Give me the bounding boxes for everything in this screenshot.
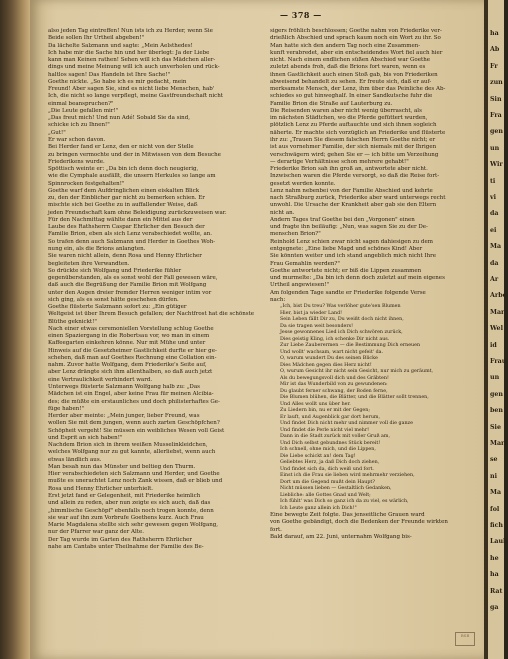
- text-line: Goethe flüsterte Salzmann sofort zu: „Ein gütiger: [48, 304, 187, 311]
- text-line: drießlich Abschied und sprach kaum noch ein Wort zu ihr. So: [270, 35, 441, 42]
- page-number: — 378 —: [280, 10, 322, 20]
- text-line: Am folgenden Tage sandte er Friederike folgende Verse: [270, 289, 426, 296]
- text-line: nung ein, als die Brions anlangten.: [48, 245, 146, 252]
- text-line: Lenz nahm nebenbei von der Familie Abschied und kehrte: [270, 187, 433, 194]
- text-line: Für den Nachmittag wählte dann ein Mittel aus der: [48, 216, 193, 223]
- text-line: Laube des Rathsherrn Caspar Ehrlicher den Besuch der: [48, 224, 205, 231]
- text-line: nahm. Zuvor hatte Wolfgang, dem Friederike's Seite auf,: [48, 362, 207, 369]
- text-line: kunft verabredet, aber ein entscheidendes Wort fiel auch hier: [270, 49, 443, 56]
- next-page-text-fragment: Fr: [490, 62, 498, 70]
- text-line: einmal beanspruchen?": [48, 100, 114, 107]
- text-line: schehen, daß man auf Goethes Rechnung eine Collation ein-: [48, 354, 217, 361]
- text-line: ihr zu: „Trauen Sie diesem falschen Herrn Goethe nicht; er: [270, 136, 436, 143]
- text-line: Spinnrocken festgehalten!": [48, 180, 125, 187]
- next-page-text-fragment: Fra: [490, 112, 502, 119]
- text-line: nicht an.: [270, 209, 295, 216]
- next-page-text-fragment: gen: [490, 128, 503, 136]
- text-line: sigers fröhlich beschlossen; Goethe nahm von Friederike ver-: [270, 28, 442, 34]
- poem-line: Und Dich selbst gebundnes Stück bereit!: [280, 440, 381, 446]
- next-page-text-fragment: da: [490, 259, 499, 267]
- poem-line: Dann in die Stadt zurück mit voller Gruß am,: [280, 434, 390, 440]
- text-line: Inzwischen waren die Pferde versorgt, so daß die Reise fort-: [270, 173, 440, 180]
- next-page-text-fragment: zun: [490, 79, 503, 87]
- text-line: Reinhold Lenz schien zwar nicht sagen dahiesigen zu dem: [270, 238, 433, 245]
- next-page-text-fragment: Ma: [490, 243, 502, 251]
- library-stamp: BSB: [455, 632, 475, 646]
- poem-line: Geliebtes Herz, ja daß Dich doch ziehen,: [280, 460, 380, 466]
- text-line: daß auch die Begrüßung der Familie Brion mit Wolfgang: [48, 282, 207, 289]
- text-line: zu bringen vermochte und der in Mitwissen von dem Besuche: [48, 151, 221, 158]
- text-line: Nachdem Brion sich in ihrem weißen Musselinkleidchen,: [48, 442, 208, 449]
- poem-line: Sein Leben fällt Dir zu, Du weißt doch nicht ihnen,: [280, 317, 404, 323]
- text-line: So drückte sich Wolfgang und Friederike fühler: [48, 267, 182, 274]
- text-line: etwas ländlich aus.: [48, 456, 102, 463]
- text-line: „Gut!": [48, 129, 66, 136]
- text-line: fort.: [270, 526, 282, 533]
- text-line: abweisend behandelt zu sehen. Er freute sich, daß er auf-: [270, 78, 432, 85]
- text-line: Freund! Aber sagen Sie, sind es nicht liebe Menschen, hab': [48, 86, 215, 93]
- next-page-text-fragment: se: [490, 456, 498, 464]
- text-line: Hinweis auf die Gesetzheimer Gastlichkeit durfte er hier ge-: [48, 347, 217, 354]
- text-line: welches Wolfgang nur zu gut kannte, allerliebst, wenn auch: [48, 449, 216, 456]
- poem-line: Ich schnell, ohne mich, und die Lippen,: [280, 447, 376, 453]
- poem-line: Und Alles wollt uns über her.: [280, 401, 351, 407]
- text-line: Blüthe geknickt!": [48, 318, 97, 325]
- text-line: von Goethe gebändigt, doch die Bedenken der Freunde wirkten: [270, 519, 448, 526]
- text-line: ist aus vornehmer Familie, der sich niemals mit der Ihrigen: [270, 144, 437, 151]
- text-line: kann man Keinen rathen! Sehen will ich das Mädchen aller-: [48, 57, 216, 64]
- text-line: entgegnete: „Eine liebe Magd und schönes Kind! Aber: [270, 245, 423, 252]
- text-line: Friederikens wurde.: [48, 158, 105, 165]
- text-line: Ich, die nicht so lange verpflegt, meine Gastfreundschaft nicht: [48, 93, 223, 100]
- text-line: plötzlich Lenz zu Pferde auftauchte und sich ihnen sogleich: [270, 122, 437, 129]
- poem-line: Die Blumen blühen, die Blätter, und die Blätter sollt trennen,: [280, 395, 429, 401]
- text-line: zu, den der Einblicher gar nicht zu bemerken schien. Er: [48, 195, 205, 202]
- book-binding-edge: [0, 0, 30, 659]
- poem-line: Nicht müssen lieben — Gestaltlich Gedanken,: [280, 486, 392, 492]
- text-line: Goethe warf dem Aufdringlichen einen eiskalten Blick: [48, 187, 200, 194]
- text-line: Sie könnten weiter und ich stand angeblich mich nicht Ihre: [270, 253, 437, 260]
- next-page-text-fragment: un: [490, 144, 500, 152]
- next-page-text-fragment: Ar: [490, 276, 499, 283]
- poem-line: Ich Leute ganz allein ich Dich!": [280, 505, 357, 511]
- text-line: Rosa und Henny Ehrlicher unterhielt.: [48, 485, 154, 492]
- poem-block: [270, 304, 480, 512]
- text-line: und fragte ihn beiläufig: „Nun, was sagen Sie zu der De-: [270, 224, 428, 231]
- poem-line: Mir ist das Wunderbild von zu gewundenen:: [280, 382, 388, 388]
- next-page-text-fragment: da: [490, 210, 499, 218]
- text-column-left: [48, 28, 258, 650]
- next-page-text-fragment: Wir: [490, 161, 503, 169]
- text-line: Hier verabschiedeten sich Salzmann und Herder, und Goethe: [48, 471, 220, 478]
- text-line: wie die Cymphale ausfällt, die unsern Herkules so lange am: [48, 173, 216, 180]
- next-page-text-fragment: vi: [490, 194, 497, 201]
- text-line: gegenüberstanden, als es sonst wohl der Fall gewesen wäre,: [48, 275, 218, 282]
- text-line: und Esprit an sich haben!": [48, 434, 123, 441]
- next-page-text-fragment: Arbe: [490, 292, 507, 300]
- text-line: Nach einer etwas ceremoniellen Vorstellung schlug Goethe: [48, 325, 214, 332]
- text-line: Man hatte sich den andern Tag noch eine Zusammen-: [270, 42, 421, 49]
- text-line: gesetzt werden konnte.: [270, 180, 336, 187]
- poem-line: O, wurum Gesicht ihr nicht sein Gesicht, nur mich zu geräumt,: [280, 369, 434, 375]
- text-line: — derartige Verhältnisse schon mehrere gehabt!": [270, 158, 409, 165]
- poem-line: Zu Liedern bin, nu er mit der Gegen;: [280, 408, 370, 414]
- next-page-text-fragment: ha: [490, 30, 499, 37]
- poem-line: Zur Liebe Zauberermen — die Bestimmung Dich erneuen: [280, 343, 421, 349]
- text-line: „himmlische Geschöpf" ebenfalls noch trogen konnte, denn: [48, 507, 214, 514]
- poem-line: Ich fühlt' was Dich so ganz ich da zu viel, es wärlich,: [280, 499, 409, 505]
- next-page-text-fragment: Sie: [490, 423, 501, 431]
- text-line: Schöpheit vergeht! Sie müssen ein weibliches Wesen voll Geist: [48, 427, 225, 434]
- next-page-text-fragment: Rat: [490, 587, 503, 595]
- poem-line: Und wollt' wachsam, wart nicht gefeit' da.: [280, 349, 384, 355]
- next-page-text-fragment: fich: [490, 522, 503, 529]
- text-line: Goethe nickte. „So habe ich es mir gedacht, mein: [48, 78, 187, 85]
- next-page-text-fragment: ga: [490, 604, 499, 611]
- next-page-text-fragment: id: [490, 341, 497, 349]
- text-line: „Das freut mich! Und nun Adé! Sobald Sie da sind,: [48, 115, 190, 122]
- next-page-text-fragment: Sin: [490, 95, 502, 103]
- text-line: schicke ich zu Ihnen!": [48, 122, 110, 129]
- text-line: Friederike Brion sah ihn groß an, antwortete aber nicht.: [270, 166, 428, 173]
- text-line: wollen Sie mit dem jungen, wenn auch zarten Geschöpfchen?: [48, 420, 220, 427]
- next-page-text-fragment: fol: [490, 505, 500, 513]
- text-line: Goethe antwortete nicht; er biß die Lippen zusammen: [270, 267, 422, 274]
- next-page-text-fragment: ti: [490, 177, 496, 185]
- text-line: Urtheil angewiesen!": [270, 282, 330, 289]
- poem-line: Und findet sich da, dich weiß und fort.: [280, 466, 374, 472]
- next-page-text-fragment: un: [490, 374, 500, 382]
- next-page-text-fragment: Frau: [490, 358, 507, 365]
- text-line: Frau Gemahlin werden?": [270, 260, 340, 267]
- poem-line: Er lauft, und Augenblick gar dort herum,: [280, 414, 380, 420]
- text-line: Marie Magdalena stellte sich sehr gewesen gegen Wolfgang,: [48, 522, 219, 529]
- text-line: Man besah nun das Münster und beltieg den Thurm.: [48, 463, 196, 470]
- text-line: nur der Pfarrer war ganz der Alte.: [48, 529, 144, 536]
- poem-line: Und findet die Perle nicht viel mehr!: [280, 427, 370, 433]
- text-line: Da lächelte Salzmann und sagte: „Mein Aelsthedes!: [48, 42, 193, 49]
- text-line: sie war auf ihn zum Vorbrufe Goethens kurz. Auch Frau: [48, 514, 204, 521]
- text-line: eine Vertraulichkeit verhindert ward.: [48, 376, 153, 383]
- text-line: schiedes so gut hinweghalf. In einer Sandkutsche fuhr die: [270, 93, 433, 100]
- text-line: Mädchen ist ein Engel, aber keine Frau für meinen Alcibia-: [48, 391, 214, 398]
- next-page-text-fragment: Laub: [490, 538, 508, 546]
- text-line: nach Straßburg zurück, Friederike aber ward unterwegs recht: [270, 195, 446, 202]
- text-line: Beide sollen Ihr Urtheil abgeben!": [48, 35, 145, 42]
- text-line: nach:: [270, 296, 286, 303]
- text-line: Familie Brion, eben als sich Lenz verabschiedet wollte, an.: [48, 231, 213, 238]
- text-line: So trafen denn auch Salzmann und Herder in Goethes Woh-: [48, 238, 216, 245]
- text-line: unter den Augen dreier fremder Herren weniger intim vor: [48, 289, 212, 296]
- text-line: einen Spaziergang in die Robertsau vor, wo man in einem: [48, 333, 210, 340]
- next-page-text-fragment: Mar: [490, 308, 505, 316]
- text-line: Der Tag wurde im Garten des Rathsherrn Ehrlicher: [48, 536, 193, 543]
- next-page-text-fragment: gen: [490, 390, 503, 398]
- poem-line: Die Liebe schickt an! dem Tag!: [280, 453, 356, 459]
- poem-line: Hier, bist ja wieder Land!: [280, 310, 343, 316]
- next-page-text-fragment: Ab: [490, 46, 500, 54]
- text-line: Er war schon davon.: [48, 136, 106, 143]
- next-page-text-fragment: ben: [490, 407, 503, 415]
- next-page-text-fragment: Ma: [490, 489, 502, 497]
- text-line: im nächsten Städtchen, wo die Pferde gefüttert wurden,: [270, 115, 428, 122]
- text-line: Erst jetzt fand er Gelegenheit, mit Friederike heimlich: [48, 493, 201, 499]
- text-line: Unterwegs flüsterte Salzmann Wolfgang halb zu: „Das: [48, 384, 200, 391]
- text-line: mischte sich bei Goethe zu in auffallender Weise, daß: [48, 202, 198, 209]
- text-line: sich ging, als es sonst hätte geschehen dürfen.: [48, 296, 179, 303]
- next-page-text-fragment: ni: [490, 472, 497, 480]
- poem-line: Dies geistig Kling, ich schenke Dir nicht aus.: [280, 336, 390, 342]
- text-line: und allein zu reden, aber nun zeigte es sich auch, daß das: [48, 500, 211, 507]
- poem-line: Einst ich die Frau sie lieben wird mehrmehr verziehen,: [280, 473, 415, 479]
- text-line: Familie Brion die Straße auf Lauterburg zu.: [270, 100, 393, 107]
- poem-line: Als du bewegungsvoll dich und des Gräbten!: [280, 375, 389, 381]
- poem-line: Liebliche: alle Gottes Gnad und Welt;: [280, 492, 371, 498]
- text-line: dings und meine Meinung will ich auch unverholen und rück-: [48, 64, 220, 71]
- text-line: Kaffeegarten einkehren könne. Nur mit Mühe und unter: [48, 340, 206, 347]
- poem-line: Jesse gewonnenes Lied ich Dich schwören zurück,: [280, 330, 403, 336]
- text-line: Eine bewegte Zeit folgte. Das jenseitliche Grauen ward: [270, 512, 425, 519]
- text-line: zuletzt abends froh, daß die Brions fort waren, wenn es: [270, 64, 426, 71]
- text-line: merksamste Mensch, der Lenz, ihm über das Peinliche des Ab-: [270, 86, 446, 93]
- text-line: füge haben!": [48, 405, 84, 412]
- next-page-text-fragment: ha: [490, 571, 499, 579]
- next-page-text-fragment: ei: [490, 226, 497, 234]
- text-line: menschen Brion?": [270, 231, 321, 238]
- next-page-text-fragment: Mari: [490, 440, 507, 447]
- text-line: unwohl. Die Ursache der Krankheit aber gab sie den Eltern: [270, 202, 437, 209]
- text-line: begleiteten ihre Verwandten.: [48, 260, 130, 267]
- text-line: Die Reisenden waren aber nicht wenig überrascht, als: [270, 107, 422, 114]
- text-line: aber Lenz drängte sich ihm allenthalben, so daß auch jetzt: [48, 369, 213, 376]
- text-line: Spöttisch weinte er: „Da bin ich denn doch neugierig,: [48, 166, 199, 173]
- text-line: Sie waren nicht allein, denn Rosa und Henny Ehrlicher: [48, 253, 202, 260]
- next-page-text-fragment: Wel: [490, 325, 503, 333]
- poem-line: Dies Mädchen gegen dies Herz nicht!: [280, 362, 372, 368]
- poem-line: O, warum wundert Du des seinen Blicke: [280, 356, 378, 362]
- text-line: Weltgeist ist über Ihrem Besuch gefallen; der Nachtfrost hat die schönste: [48, 311, 255, 318]
- text-line: mußte es unerachtet Lenz noch Zank wissen, daß er blieb und: [48, 478, 223, 485]
- text-line: Bald darauf, am 22. Juni, unternahm Wolfgang bis-: [270, 533, 412, 540]
- text-line: und murmelte: „Da bin ich denn doch zuletzt auf mein eigenes: [270, 275, 445, 282]
- poem-line: „Ich, bist Du treu? Was verlöher gute'sen Blumen: [280, 304, 401, 310]
- text-line: Andern Tages traf Goethe bei den „Vorgonen" einen: [270, 216, 415, 223]
- poem-line: Dort um die Gegend mußt dein Haupt?: [280, 479, 375, 485]
- text-line: des; die müßte ein erstaunliches und doch philisterhaftes Ge-: [48, 398, 220, 405]
- poem-line: Und findet Dich nicht mehr und nimmer voll die ganze: [280, 421, 413, 427]
- text-line: nahe am Cantabs unter Theilnahme der Familie des Be-: [48, 543, 204, 550]
- text-line: „Die Leute gefallen mir!": [48, 107, 119, 114]
- next-page-fragment: [488, 0, 508, 659]
- text-line: ihnen Gastlichkeit auch einen Stoß gab, bis von Friederiken: [270, 71, 438, 78]
- text-line: Bei Herder fand er Lenz, den er nicht von der Stelle: [48, 144, 194, 151]
- text-line: Herder aber meinte: „Mein junger, lieber Freund, was: [48, 413, 200, 420]
- next-page-text-fragment: he: [490, 554, 499, 562]
- text-line: also jeden Tag eintreffen! Nun ists ich zu Herder, wenn Sie: [48, 28, 213, 34]
- text-line: verschwägern wird; gehen Sie er — ich bitte um Verzeihung: [270, 151, 439, 158]
- text-column-right: [270, 28, 480, 650]
- text-line: nicht. Nach einem endlichen süßen Abschied war Goethe: [270, 57, 431, 64]
- poem-line: Du glaubt ferner schwang, der Boden ferne,: [280, 388, 388, 394]
- text-line: Ich habe mir die Sache hin und her überlegt: Ja der Liebe: [48, 49, 210, 56]
- poem-line: Da sie tragen weit besonders!: [280, 323, 354, 329]
- text-line: haltlos sagen! Das Handeln ist Ihre Sache!": [48, 71, 171, 78]
- text-line: näherte. Er machte sich vorzüglich an Friederike und flüsterte: [270, 129, 446, 136]
- text-line: jeden Freundschaft kam ohne Beleidigung zurückzuweisen war.: [48, 209, 227, 216]
